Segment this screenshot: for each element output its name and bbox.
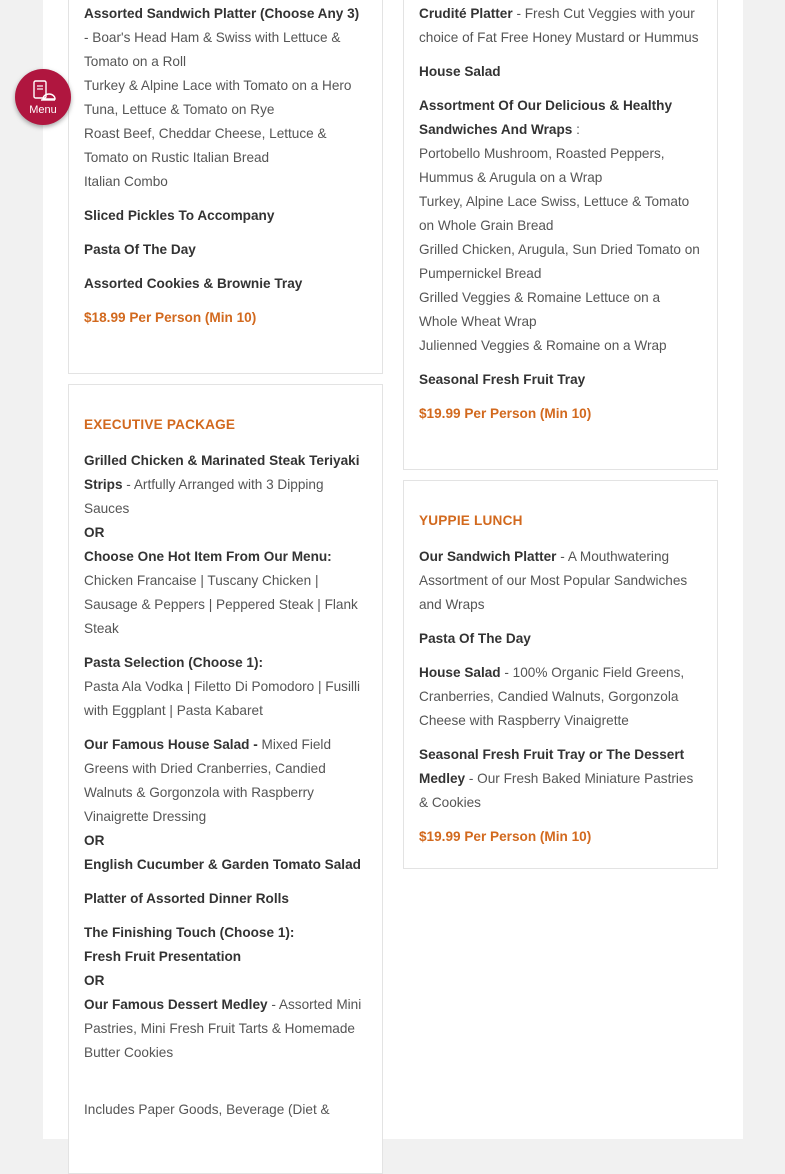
menu-button[interactable] [15, 69, 71, 125]
price-label: $18.99 Per Person (Min 10) [84, 310, 257, 325]
list-item: Turkey, Alpine Lace Swiss, Lettuce & Tomato on Whole Grain Bread [419, 194, 690, 233]
package-title: EXECUTIVE PACKAGE [84, 417, 236, 432]
list-item: Grilled Veggies & Romaine Lettuce on a Whole Wheat Wrap [419, 290, 661, 329]
menu-item-house-salad: Our Famous House Salad - Mixed Field Greens with Dried Cranberries, Candied Walnuts & Gorgonzola with Raspberry Vinaigrette Dressing [84, 737, 332, 824]
menu-card-executive-package [68, 384, 383, 1174]
menu-item-pasta: Pasta Of The Day [419, 631, 531, 646]
menu-item-tuna-rye: Tuna, Lettuce & Tomato on Rye [84, 102, 275, 117]
menu-item-cookies: Assorted Cookies & Brownie Tray [84, 276, 303, 291]
hot-item-heading: Choose One Hot Item From Our Menu: [84, 549, 332, 564]
menu-item-dessert-medley: Our Famous Dessert Medley - Assorted Mini Pastries, Mini Fresh Fruit Tarts & Homemade Butter Cookies [84, 997, 362, 1060]
menu-item-sandwich-assortment: Assortment Of Our Delicious & Healthy Sandwiches And Wraps : [419, 98, 673, 137]
price-label: $19.99 Per Person (Min 10) [419, 829, 592, 844]
or-divider: OR [84, 525, 105, 540]
pasta-selection-options: Pasta Ala Vodka | Filetto Di Pomodoro | Fusilli with Eggplant | Pasta Kabaret [84, 679, 361, 718]
menu-card-sandwich-platter [68, 0, 383, 374]
menu-item-italian-combo: Italian Combo [84, 174, 168, 189]
menu-item-cucumber-salad: English Cucumber & Garden Tomato Salad [84, 857, 361, 872]
menu-item-sandwich-platter: Our Sandwich Platter - A Mouthwatering Assortment of our Most Popular Sandwiches and Wraps [419, 549, 688, 612]
package-title: YUPPIE LUNCH [419, 513, 523, 528]
menu-item-sandwich-platter: Assorted Sandwich Platter (Choose Any 3) - Boar's Head Ham & Swiss with Lettuce & Tomato on a Roll [84, 6, 360, 69]
includes-note: Includes Paper Goods, Beverage (Diet & [84, 1102, 330, 1117]
menu-item-fruit-or-dessert: Seasonal Fresh Fruit Tray or The Dessert Medley - Our Fresh Baked Miniature Pastries & Cookies [419, 747, 694, 810]
menu-button-label: Menu [29, 103, 57, 116]
menu-item-turkey-hero: Turkey & Alpine Lace with Tomato on a Hero [84, 78, 352, 93]
menu-booklet-icon [30, 79, 56, 103]
price-label: $19.99 Per Person (Min 10) [419, 406, 592, 421]
menu-item-fruit-presentation: Fresh Fruit Presentation [84, 949, 242, 964]
list-item: Grilled Chicken, Arugula, Sun Dried Tomato on Pumpernickel Bread [419, 242, 700, 281]
list-item: Portobello Mushroom, Roasted Peppers, Hummus & Arugula on a Wrap [419, 146, 665, 185]
menu-card-healthy-lunch [403, 0, 718, 470]
menu-item-house-salad: House Salad - 100% Organic Field Greens, Cranberries, Candied Walnuts, Gorgonzola Cheese with Raspberry Vinaigrette [419, 665, 685, 728]
menu-item-crudite: Crudité Platter - Fresh Cut Veggies with your choice of Fat Free Honey Mustard or Hummus [419, 6, 699, 45]
menu-item-roast-beef: Roast Beef, Cheddar Cheese, Lettuce & Tomato on Rustic Italian Bread [84, 126, 327, 165]
menu-item-pasta: Pasta Of The Day [84, 242, 196, 257]
menu-card-yuppie-lunch [403, 480, 718, 869]
pasta-selection-heading: Pasta Selection (Choose 1): [84, 655, 264, 670]
hot-item-options: Chicken Francaise | Tuscany Chicken | Sausage & Peppers | Peppered Steak | Flank Steak [84, 573, 358, 636]
menu-item-dinner-rolls: Platter of Assorted Dinner Rolls [84, 891, 289, 906]
list-item: Julienned Veggies & Romaine on a Wrap [419, 338, 667, 353]
or-divider: OR [84, 833, 105, 848]
menu-item-pickles: Sliced Pickles To Accompany [84, 208, 275, 223]
menu-item-house-salad: House Salad [419, 64, 501, 79]
or-divider: OR [84, 973, 105, 988]
menu-item-fruit-tray: Seasonal Fresh Fruit Tray [419, 372, 586, 387]
menu-item-grilled-strips: Grilled Chicken & Marinated Steak Teriyaki Strips - Artfully Arranged with 3 Dipping Sauces [84, 453, 360, 516]
finishing-touch-heading: The Finishing Touch (Choose 1): [84, 925, 295, 940]
